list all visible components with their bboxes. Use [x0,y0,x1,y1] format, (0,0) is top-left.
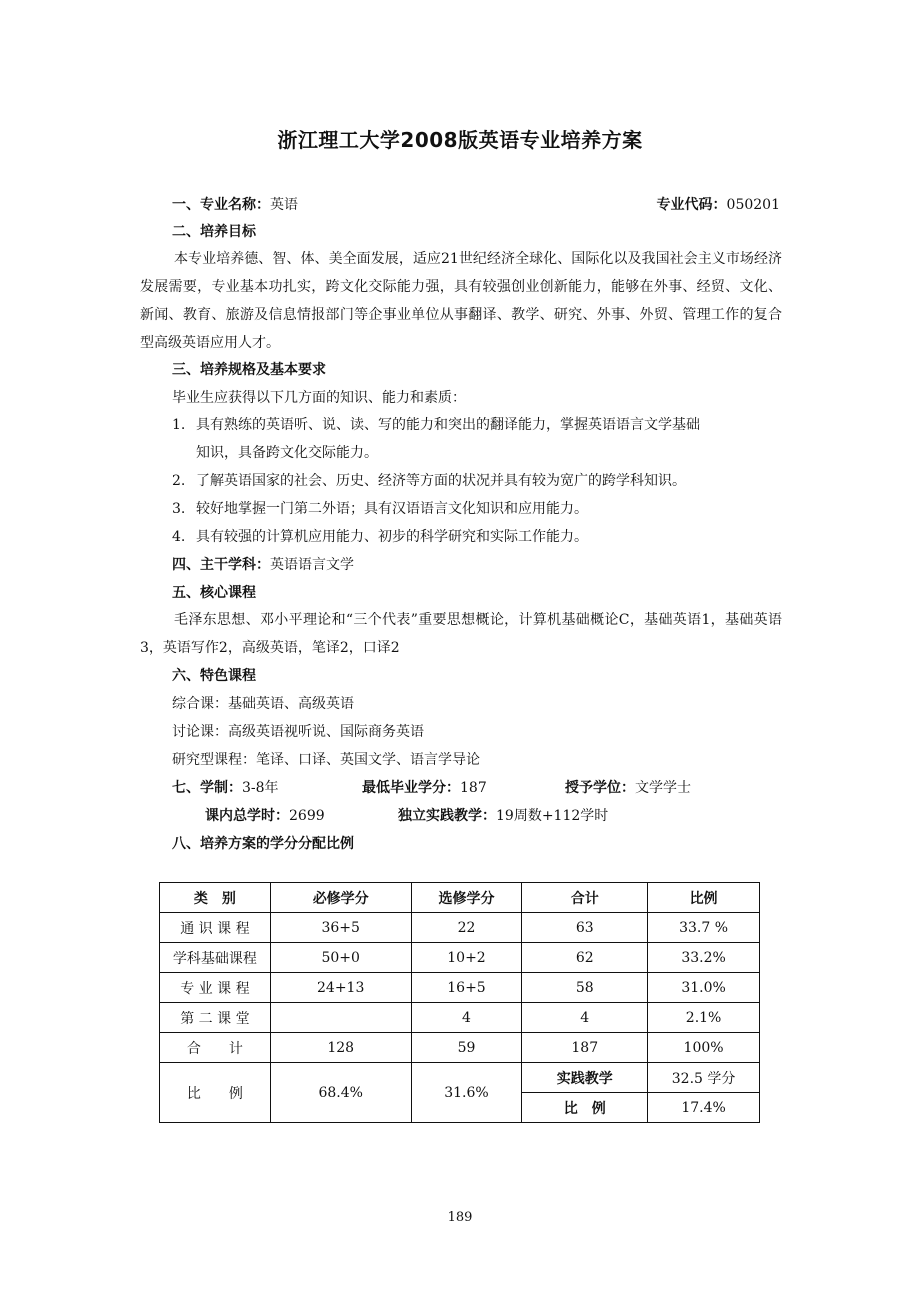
table-cell: 专 业 课 程 [160,973,271,1003]
requirement-item [172,523,588,551]
header-cell: 必修学分 [270,883,411,913]
min-credit-value: 187 [460,780,487,796]
table-row-ratio [160,1063,760,1093]
table-cell: 31.0% [648,973,760,1003]
table-header-row [160,883,760,913]
table-cell: 第 二 课 堂 [160,1003,271,1033]
requirement-text: 较好地掌握一门第二外语；具有汉语语言文化知识和应用能力。 [196,501,588,517]
requirement-item [172,467,686,495]
requirements-intro: 毕业生应获得以下几方面的知识、能力和素质： [172,390,466,406]
requirement-text: 具有较强的计算机应用能力、初步的科学研究和实际工作能力。 [196,529,588,545]
header-cell: 比例 [648,883,760,913]
requirement-continuation: 知识，具备跨文化交际能力。 [196,445,378,461]
practice-ratio-value-cell: 17.4% [648,1093,760,1123]
major-code-value: 050201 [726,197,780,213]
practice-line [398,806,608,826]
core-heading: 五、核心课程 [172,585,256,601]
major-name-label: 一、专业名称： [172,197,270,213]
requirement-text: 了解英语国家的社会、历史、经济等方面的状况并具有较为宽广的跨学科知识。 [196,473,686,489]
table-cell: 62 [522,943,648,973]
major-name-value: 英语 [270,197,298,213]
table-cell: 24+13 [270,973,411,1003]
table-cell: 63 [522,913,648,943]
main-subject-label: 四、主干学科： [172,557,270,573]
table-row [160,973,760,1003]
practice-value: 19周数+112学时 [496,808,609,824]
practice-ratio-label-cell: 比 例 [522,1093,648,1123]
ratio-required-cell: 68.4% [270,1063,411,1123]
featured-line: 研究型课程：笔译、口译、英国文学、语言学导论 [172,752,480,768]
table-cell: 50+0 [270,943,411,973]
min-credit-label: 最低毕业学分： [362,780,460,796]
goal-heading: 二、培养目标 [172,224,256,240]
hours-label: 课内总学时： [205,808,289,824]
table-cell: 187 [522,1033,648,1063]
requirement-text: 具有熟练的英语听、说、读、写的能力和突出的翻译能力，掌握英语语言文学基础 [196,417,700,433]
table-cell [270,1003,411,1033]
ratio-elective-cell: 31.6% [411,1063,522,1123]
major-code-label: 专业代码： [656,197,727,213]
table-row [160,1003,760,1033]
table-cell: 22 [411,913,522,943]
table-cell: 通 识 课 程 [160,913,271,943]
page-title: 浙江理工大学2008版英语专业培养方案 [277,128,643,152]
requirements-heading: 三、培养规格及基本要求 [172,362,326,378]
credits-heading: 八、培养方案的学分分配比例 [172,836,354,852]
table-cell: 学科基础课程 [160,943,271,973]
table-cell: 33.2% [648,943,760,973]
degree-line [565,778,691,798]
practice-label: 独立实践教学： [398,808,496,824]
requirement-item [172,495,588,523]
major-name-line [172,195,298,215]
hours-value: 2699 [289,808,325,824]
table-cell: 2.1% [648,1003,760,1033]
degree-value: 文学学士 [635,780,691,796]
ratio-label-cell: 比 例 [160,1063,271,1123]
practice-label-cell: 实践教学 [522,1063,648,1093]
table-cell: 4 [411,1003,522,1033]
table-cell: 128 [270,1033,411,1063]
featured-heading: 六、特色课程 [172,668,256,684]
requirement-item [172,411,700,439]
table-cell: 58 [522,973,648,1003]
major-code-line [657,195,780,215]
table-cell: 100% [648,1033,760,1063]
main-subject-value: 英语语言文学 [270,557,354,573]
header-cell: 合计 [522,883,648,913]
system-line [172,778,279,798]
header-cell: 选修学分 [411,883,522,913]
table-cell: 36+5 [270,913,411,943]
core-text: 毛泽东思想、邓小平理论和“三个代表”重要思想概论，计算机基础概论C，基础英语1，基础英语3，英语写作2，高级英语，笔译2，口译2 [140,612,782,656]
credit-table [159,882,760,1123]
system-value: 3-8年 [242,780,279,796]
hours-line [205,806,325,826]
table-cell: 16+5 [411,973,522,1003]
requirement-num: 2. [172,473,186,489]
degree-label: 授予学位： [565,780,635,796]
table-cell: 10+2 [411,943,522,973]
featured-line: 综合课：基础英语、高级英语 [172,696,354,712]
requirement-num: 3. [172,501,186,517]
table-row [160,913,760,943]
practice-value-cell: 32.5 学分 [648,1063,760,1093]
table-row [160,943,760,973]
system-label: 七、学制： [172,780,242,796]
table-row [160,1033,760,1063]
requirement-num: 1. [172,417,186,433]
requirement-num: 4. [172,529,186,545]
main-subject-line [172,555,354,575]
table-cell: 59 [411,1033,522,1063]
table-cell: 4 [522,1003,648,1033]
featured-line: 讨论课：高级英语视听说、国际商务英语 [172,724,424,740]
min-credit-line [362,778,487,798]
goal-text: 本专业培养德、智、体、美全面发展，适应21世纪经济全球化、国际化以及我国社会主义市场经济发展需要，专业基本功扎实，跨文化交际能力强，具有较强创业创新能力，能够在外事、经贸、文化、新闻、教育、旅游及信息情报部门等企事业单位从事翻译、教学、研究、外事、外贸、管理工作的复合型高级英语应用人才。 [140,251,782,351]
table-cell: 合 计 [160,1033,271,1063]
header-cell: 类 别 [160,883,271,913]
table-cell: 33.7 % [648,913,760,943]
page-number: 189 [447,1210,473,1225]
